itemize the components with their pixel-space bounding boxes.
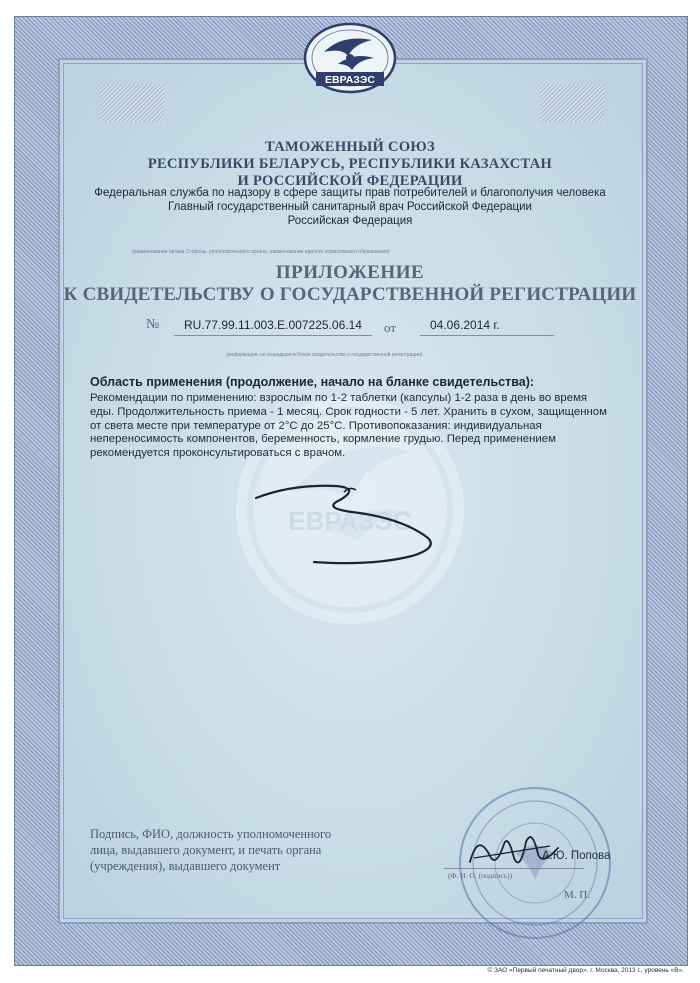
number-underline <box>174 335 372 336</box>
registration-number: RU.77.99.11.003.E.007225.06.14 <box>184 318 362 332</box>
handwritten-signature <box>464 818 564 878</box>
scope-line: рекомендуется проконсультироваться с врачом. <box>90 447 346 460</box>
signature-line: лица, выдавшего документ, и печать органа <box>90 843 322 857</box>
signature-underline <box>444 868 584 869</box>
official-name: А.Ю. Попова <box>542 850 611 862</box>
agency-line-1: Федеральная служба по надзору в сфере защиты прав потребителей и благополучия человека <box>94 187 606 199</box>
watermark-text: ЕВРАЗЭС <box>288 506 412 536</box>
handwritten-signature-large <box>252 466 440 568</box>
scope-heading: Область применения (продолжение, начало на бланке свидетельства): <box>90 375 535 389</box>
signature-line: Подпись, ФИО, должность уполномоченного <box>90 827 332 841</box>
union-line-1: ТАМОЖЕННЫЙ СОЮЗ <box>265 139 435 155</box>
signature-instructions <box>90 826 331 874</box>
scope-line: непереносимость компонентов, беременность, кормление грудью. Перед применением <box>90 433 556 446</box>
stamp-place-label: М. П. <box>564 889 590 901</box>
from-label: от <box>384 320 397 335</box>
registration-number-row <box>146 318 566 336</box>
document-title: ПРИЛОЖЕНИЕ <box>275 262 425 283</box>
registration-date: 04.06.2014 г. <box>430 318 500 332</box>
scope-section <box>90 374 626 461</box>
document-subtitle: К СВИДЕТЕЛЬСТВУ О ГОСУДАРСТВЕННОЙ РЕГИСТРАЦИИ <box>63 284 637 305</box>
authority-fine-print: (наименование органа Стороны, уполномоченного органа, наименование единого нормативного образования) <box>132 249 390 255</box>
scope-line: от света месте при температуре от 2°С до 25°С. Противопоказания: индивидуальная <box>90 419 542 432</box>
registration-fine-print: (информация, не вошедшая в бланк свидетельства о государственной регистрации) <box>226 352 423 358</box>
signature-line: (учреждения), выдавшего документ <box>90 859 281 873</box>
hatched-security-box-right <box>540 84 604 122</box>
emblem-text: ЕВРАЗЭС <box>325 74 375 86</box>
printer-imprint: © ЗАО «Первый печатный двор», г. Москва, 2013 г., уровень «В». <box>487 967 684 974</box>
fio-caption: (Ф. И. О. (подпись)) <box>448 871 513 880</box>
agency-header <box>60 186 640 228</box>
scope-line: Рекомендации по применению: взрослым по 1-2 таблетки (капсулы) 1-2 раза в день во время <box>90 392 588 404</box>
union-header <box>60 139 640 190</box>
hatched-security-box-left <box>100 84 164 122</box>
date-underline <box>420 335 554 336</box>
agency-line-2: Главный государственный санитарный врач Российской Федерации <box>168 201 532 213</box>
scope-line: еды. Продолжительность приема - 1 месяц. Срок годности - 5 лет. Хранить в сухом, защищенном <box>90 405 607 418</box>
agency-line-3: Российская Федерация <box>287 215 413 227</box>
union-line-3: И РОССИЙСКОЙ ФЕДЕРАЦИИ <box>237 173 463 189</box>
number-sign: № <box>146 317 160 332</box>
eurasec-emblem <box>302 22 398 94</box>
union-line-2: РЕСПУБЛИКИ БЕЛАРУСЬ, РЕСПУБЛИКИ КАЗАХСТАН <box>147 156 553 172</box>
scope-body <box>90 392 626 461</box>
